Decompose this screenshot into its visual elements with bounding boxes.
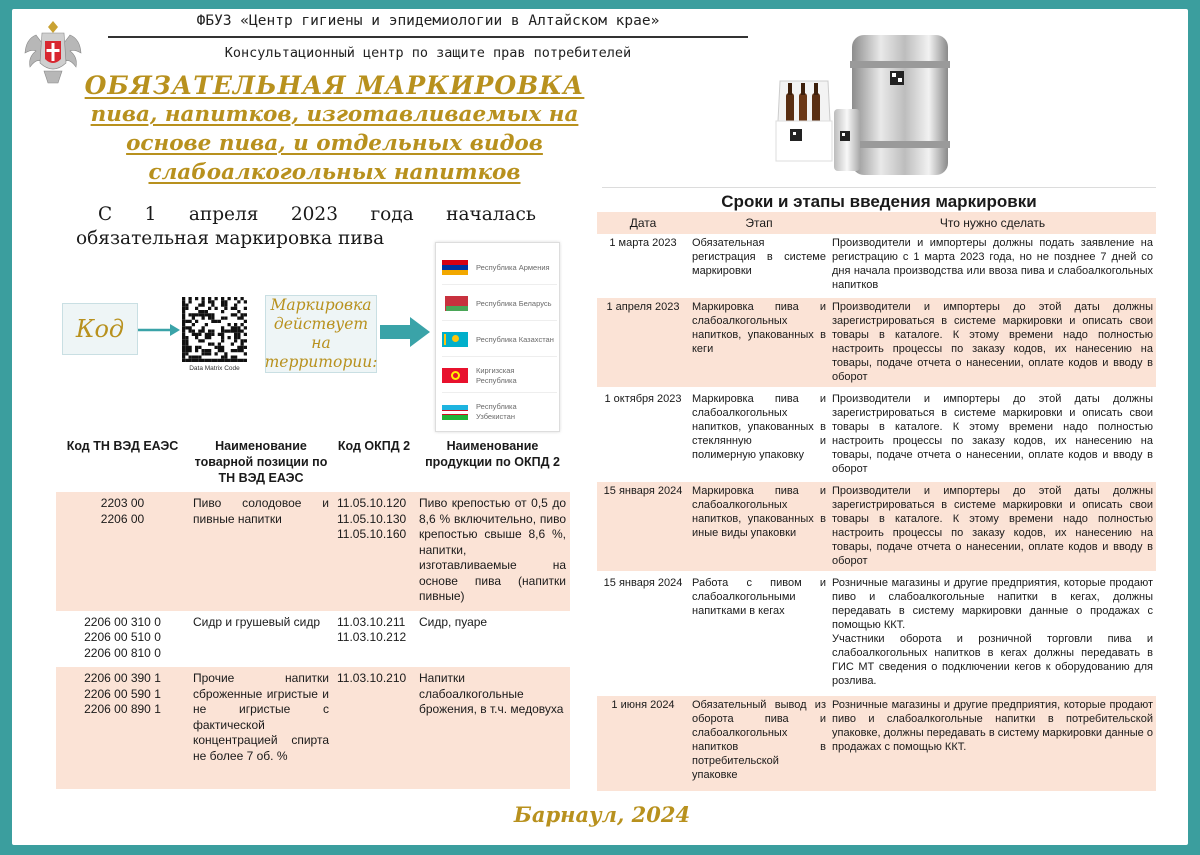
datamatrix-caption: Data Matrix Code [189,365,240,372]
table-row [597,481,1156,573]
stage-action: Производители и импортеры до этой даты должны зарегистрироваться в системе маркировки и описать свои товары в каталоге. К этому времени надо полностью настроить процессы по заказу кодов, их нанесению на товары, подаче отчета о нанесении, оплате кодов и вводу в оборот [829,481,1156,573]
country-row-kyrgyzstan [442,359,557,393]
tnved-name: Сидр и грушевый сидр [193,614,321,629]
column-header: Код ОКПД 2 [337,439,411,453]
tnved-code: 2206 00 390 1 2206 00 590 1 2206 00 890 1 [56,667,189,789]
country-name: Республика Армения [476,262,550,272]
stage-name: Маркировка пива и слабоалкогольных напитков, упакованных в кеги [689,297,829,389]
table-row [56,492,570,611]
country-row-belarus [442,287,557,321]
table-header-row [597,212,1156,234]
stage-name: Обязательная регистрация в системе маркировки [692,237,826,277]
table-row [56,611,570,668]
footer-city-year: Барнаул, 2024 [513,802,691,827]
title-line-2: пива, напитков, изготавливаемых на основе пива, и отдельных видов слабоалкогольных напитков [90,102,579,185]
country-row-armenia [442,251,557,285]
stage-date: 15 января 2024 [597,481,689,573]
country-row-uzbekistan [442,395,557,429]
stage-name: Обязательный вывод из оборота пива и слабоалкогольных напитков в потребительской упаковке [689,695,829,791]
header-divider [108,36,748,38]
okpd-code: 11.03.10.210 [333,667,415,789]
uzbekistan-flag-icon [442,405,468,420]
stage-name: Маркировка пива и слабоалкогольных напитков, упакованных в стеклянную и полимерную упаковку [689,389,829,481]
armenia-flag-icon [442,260,468,275]
stage-action: Производители и импортеры должны подать заявление на регистрацию с 1 марта 2023 года, но не позднее 7 дней со дня начала производства или ввоза пива и слабоалкогольных напитков [832,237,1153,291]
stage-action: Розничные магазины и другие предприятия, которые продают пиво и слабоалкогольные напитки в потребительской упаковке, должны передавать в систему маркировки данные о продажах с помощью ККТ. [829,695,1156,791]
countries-panel [435,242,560,432]
table-row [597,695,1156,791]
stage-date: 1 октября 2023 [597,389,689,481]
column-header: Наименование продукции по ОКПД 2 [425,439,560,469]
poster-title [72,71,597,187]
stage-action: Розничные магазины и другие предприятия, которые продают пиво и слабоалкогольные напитки в кегах, должны передавать в систему маркировки данные о продажах с помощью ККТ. Участники оборота и розничной торговли пива и слабоалкогольных напитков в кегах должны передавать в ГИС МТ сведения о подключении кегов к оборудованию для розлива. [829,573,1156,695]
intro-line-2: обязательная маркировка пива [76,228,385,249]
arrow-right-icon [138,321,182,339]
stage-date: 1 апреля 2023 [597,297,689,389]
okpd-product: Пиво крепостью от 0,5 до 8,6 % включительно, пиво крепостью свыше 8,6 %, напитки, изготавливаемые на основе пива (напитки пивные) [415,492,570,611]
code-box: Код [62,303,138,355]
title-line-1: ОБЯЗАТЕЛЬНАЯ МАРКИРОВКА [84,71,585,100]
table-row [597,297,1156,389]
poster-sheet [12,9,1188,845]
table-header-row [56,434,570,492]
stage-name: Работа с пивом и слабоалкогольными напитками в кегах [689,573,829,695]
okpd-code: 11.03.10.211 11.03.10.212 [337,614,407,644]
table-row [597,573,1156,695]
tnved-name: Пиво солодовое и пивные напитки [189,492,333,611]
stage-name: Маркировка пива и слабоалкогольных напитков, упакованных в иные виды упаковки [689,481,829,573]
country-row-kazakhstan [442,323,557,357]
column-header-action: Что нужно сделать [829,212,1156,234]
product-codes-table [56,434,570,789]
datamatrix-code-icon [182,297,247,362]
stages-table [597,212,1156,791]
big-arrow-right-icon [380,315,432,349]
okpd-product: Напитки слабоалкогольные брожения, в т.ч. медовуха [415,667,570,789]
marking-territory-box: Маркировка действует на территории: [264,296,378,371]
column-header: Наименование товарной позиции по ТН ВЭД ЕАЭС [194,439,328,485]
column-header-stage: Этап [689,212,829,234]
stage-date: 1 июня 2024 [597,695,689,791]
stage-action: Производители и импортеры до этой даты должны зарегистрироваться в системе маркировки и описать свои товары в каталоге. К этому времени надо полностью настроить процессы по заказу кодов, их нанесению на товары, подаче отчета о нанесении, оплате кодов и вводу в оборот [829,389,1156,481]
tnved-name: Прочие напитки сброженные игристые и не игристые с фактической концентрацией спирта не более 7 об. % [189,667,333,789]
kazakhstan-flag-icon [442,332,468,347]
country-name: Киргизская Республика [476,365,517,385]
okpd-product: Сидр, пуаре [419,614,488,629]
beer-keg-and-bottles-image [770,31,960,186]
column-header-date: Дата [597,212,689,234]
organization-name: ФБУЗ «Центр гигиены и эпидемиологии в Алтайском крае» [196,13,660,29]
table-row [597,389,1156,481]
stage-date: 1 марта 2023 [609,237,677,249]
country-name: Республика Казахстан [476,334,554,344]
stage-date: 15 января 2024 [597,573,689,695]
country-name: Республика Узбекистан [476,402,517,421]
stages-title: Сроки и этапы введения маркировки [602,187,1156,211]
column-header: Код ТН ВЭД ЕАЭС [66,439,179,453]
table-row [597,234,1156,297]
consulting-center-name: Консультационный центр по защите прав потребителей [224,45,632,61]
intro-line-1: С 1 апреля 2023 года началась [98,204,536,225]
okpd-code: 11.05.10.120 11.05.10.130 11.05.10.160 [333,492,415,611]
tnved-code: 2203 00 2206 00 [56,492,189,611]
table-row [56,667,570,789]
kyrgyzstan-flag-icon [442,368,468,383]
country-name: Республика Беларусь [476,298,552,308]
stage-action: Производители и импортеры до этой даты должны зарегистрироваться в системе маркировки и описать свои товары в каталоге. К этому времени надо полностью настроить процессы по заказу кодов, их нанесению на товары, подаче отчета о нанесении, оплате кодов и вводу в оборот [829,297,1156,389]
belarus-flag-icon [442,296,468,311]
tnved-code: 2206 00 310 0 2206 00 510 0 2206 00 810 0 [84,614,161,660]
